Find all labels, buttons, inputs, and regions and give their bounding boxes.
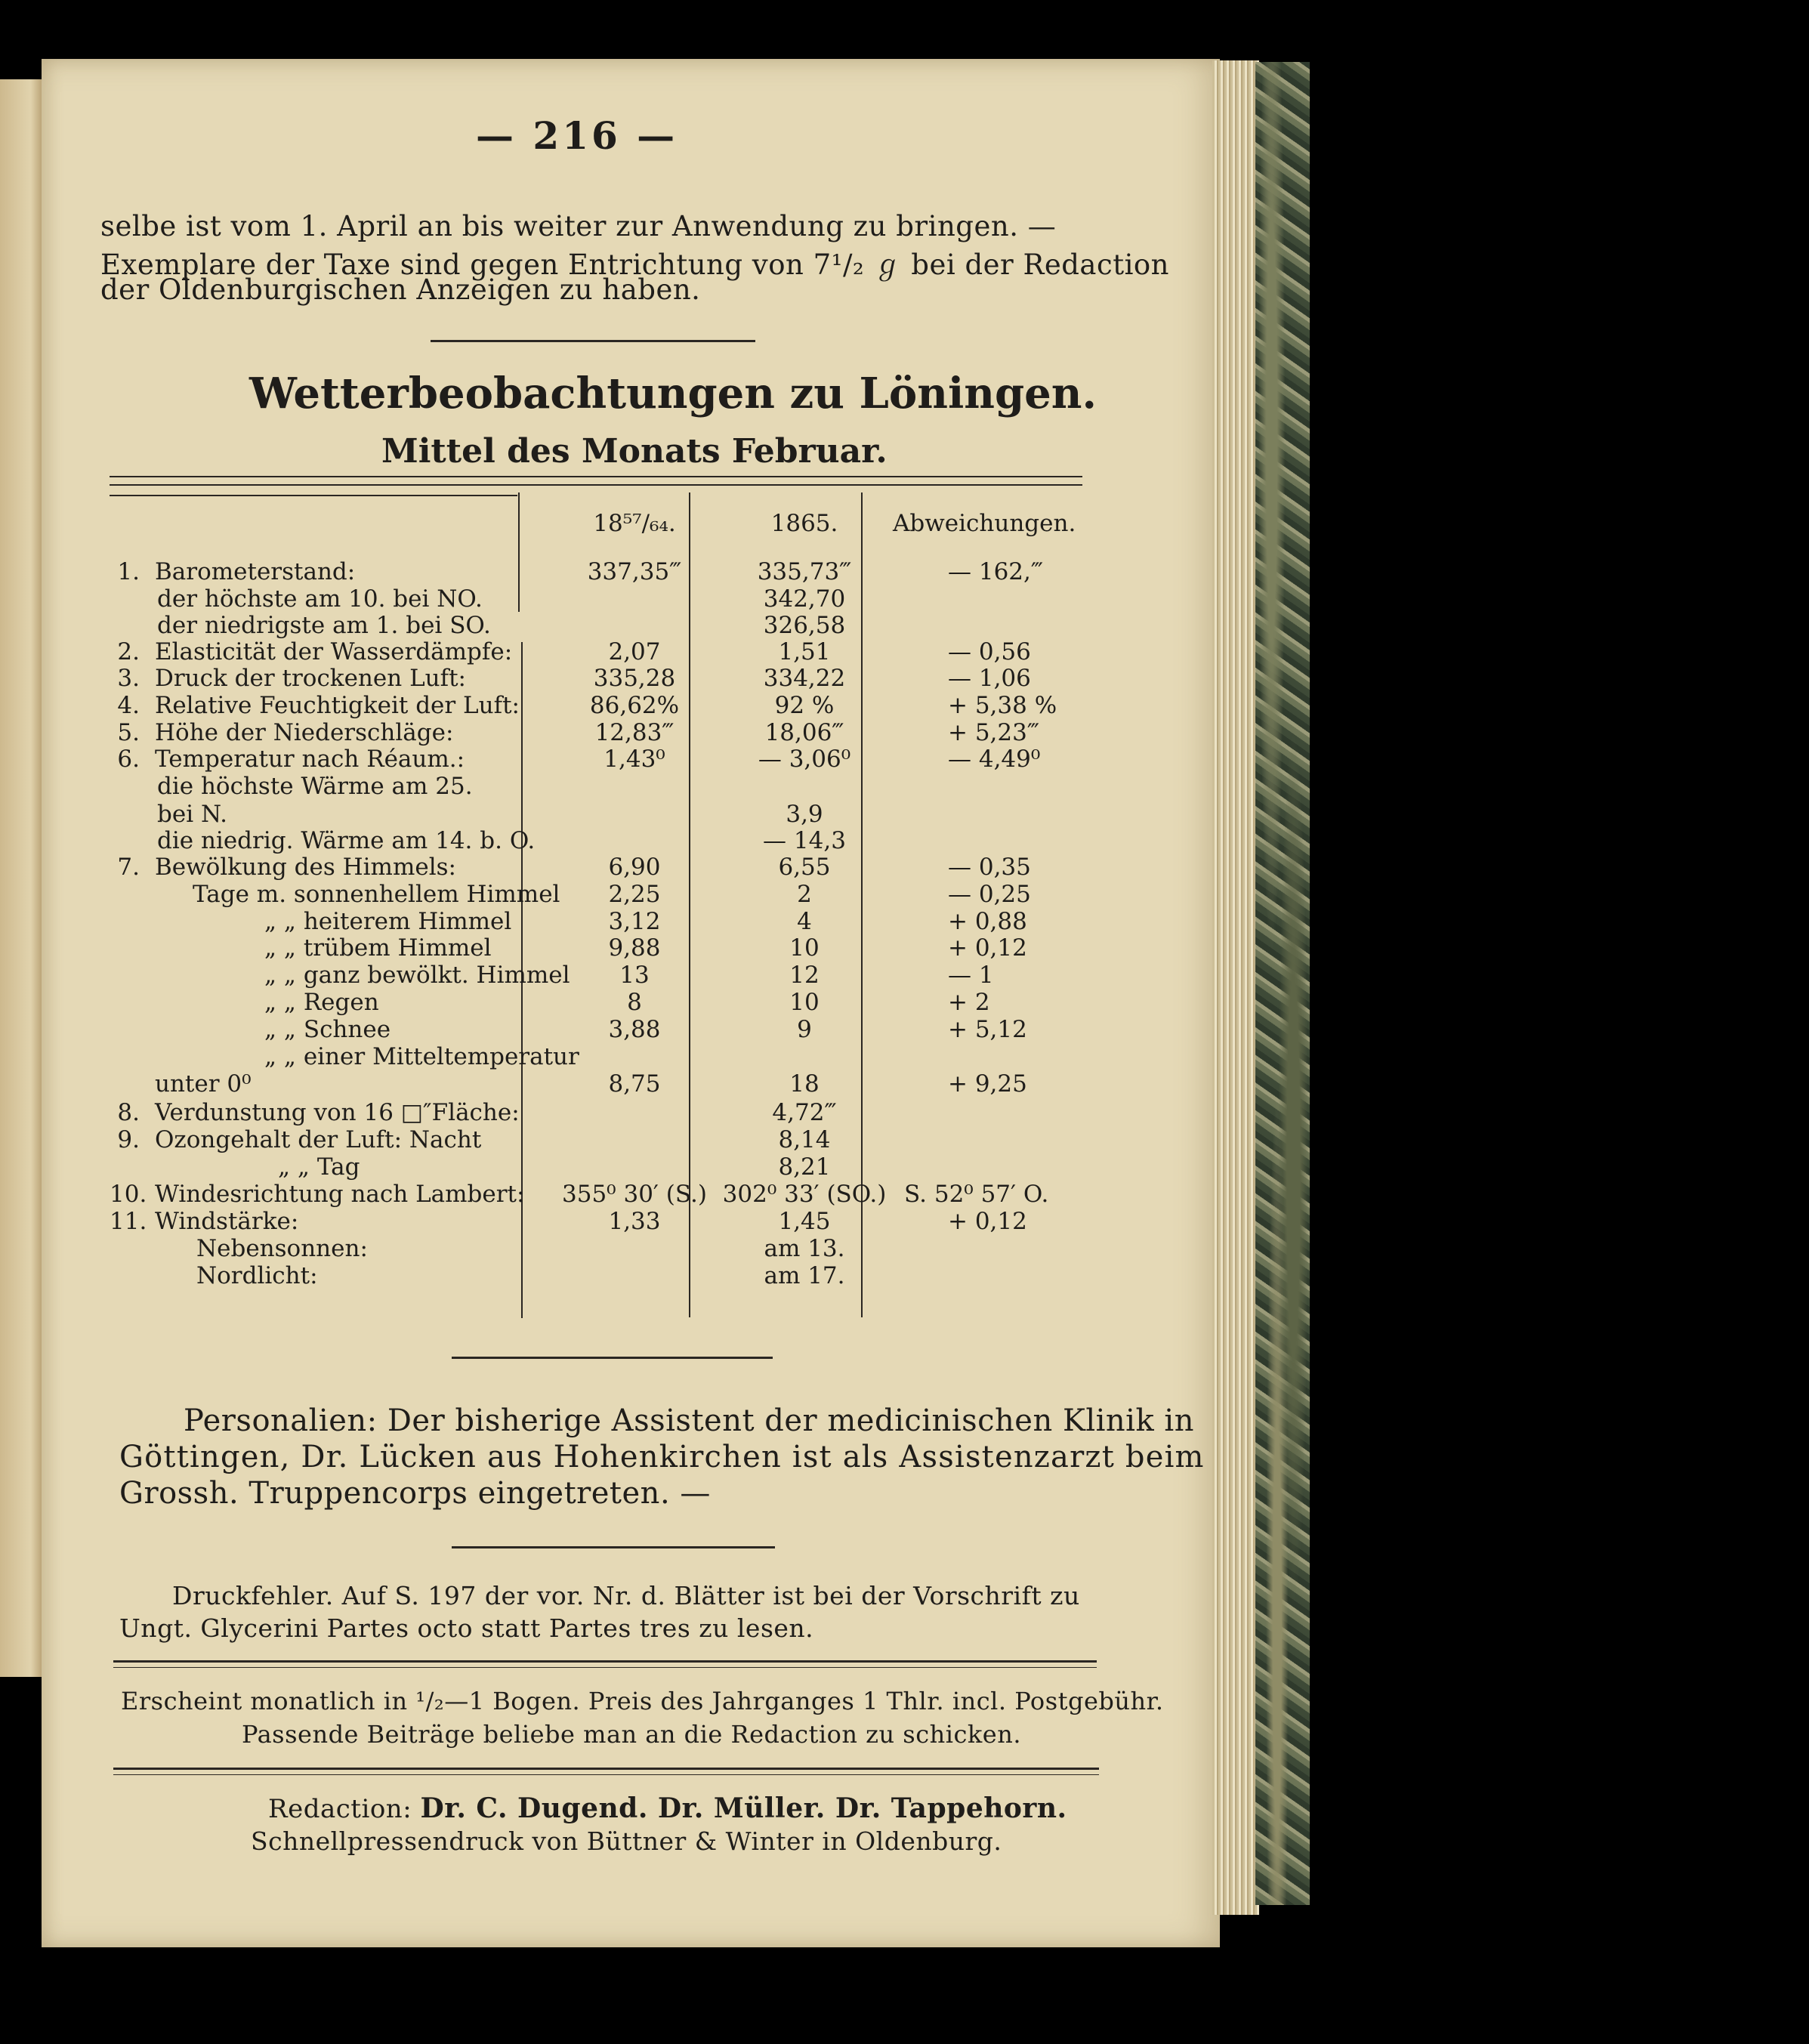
druckfehler-line-2: Ungt. Glycerini Partes octo statt Partes tres zu lesen. [119, 1613, 814, 1643]
row-number: 2. [117, 638, 140, 665]
divider [452, 1546, 775, 1548]
value-1857-64: 8 [627, 989, 642, 1016]
value-deviation: — 162,‴ [948, 558, 1043, 585]
row-label: Verdunstung von 16 □″Fläche: [155, 1099, 520, 1126]
row-number: 8. [117, 1099, 140, 1126]
footer-rule-1b [113, 1667, 1097, 1668]
value-deviation: + 5,23‴ [948, 719, 1039, 746]
row-label: „ „ Schnee [264, 1016, 391, 1043]
row-label: „ „ einer Mitteltemperatur [264, 1043, 579, 1070]
row-label: Höhe der Niederschläge: [155, 719, 454, 746]
col-header-3: Abweichungen. [893, 510, 1076, 537]
value-deviation: + 0,12 [948, 934, 1027, 962]
row-number: 10. [110, 1181, 147, 1208]
value-1865: 334,22 [763, 665, 846, 692]
divider [431, 340, 755, 342]
value-1865: 12 [789, 962, 820, 989]
value-1857-64: 9,88 [608, 934, 661, 962]
value-deviation: + 9,25 [948, 1070, 1027, 1098]
value-deviation: — 1 [948, 962, 994, 989]
marbled-cover [1255, 62, 1310, 1905]
section-subtitle: Mittel des Monats Februar. [381, 432, 888, 471]
value-1857-64: 2,07 [608, 638, 661, 665]
intro-line-1: selbe ist vom 1. April an bis weiter zur Anwendung zu bringen. — [100, 210, 1057, 242]
value-1865: 18,06‴ [764, 719, 844, 746]
footer-rule-2 [113, 1768, 1099, 1770]
row-label: Temperatur nach Réaum.: [155, 746, 465, 773]
value-1857-64: 13 [619, 962, 650, 989]
left-page-edge [0, 79, 44, 1677]
row-number: 6. [117, 746, 140, 773]
page-number: — 216 — [476, 113, 678, 158]
row-label: Ozongehalt der Luft: Nacht [155, 1126, 482, 1153]
value-deviation: — 4,49⁰ [948, 746, 1041, 773]
value-1865: 10 [789, 934, 820, 962]
value-1865: — 14,3 [763, 827, 846, 854]
row-number: 9. [117, 1126, 140, 1153]
druckfehler-line-1: Druckfehler. Auf S. 197 der vor. Nr. d. Blätter ist bei der Vorschrift zu [172, 1581, 1080, 1610]
erscheint-line-1: Erscheint monatlich in ¹/₂—1 Bogen. Preis des Jahrganges 1 Thlr. incl. Postgebühr. [121, 1687, 1164, 1715]
row-number: 7. [117, 854, 140, 881]
personalien-line-2: Göttingen, Dr. Lücken aus Hohenkirchen ist als Assistenzarzt beim [119, 1440, 1205, 1474]
value-1865: 2 [797, 881, 812, 908]
value-1865: 10 [789, 989, 820, 1016]
redaction-line [268, 1792, 1067, 1824]
value-1865: 6,55 [778, 854, 831, 881]
value-1865: am 17. [764, 1262, 845, 1289]
value-1857-64: 3,88 [608, 1016, 661, 1043]
value-1857-64: 335,28 [593, 665, 676, 692]
section-title: Wetterbeobachtungen zu Löningen. [249, 369, 1097, 418]
erscheint-line-2: Passende Beiträge beliebe man an die Redaction zu schicken. [242, 1720, 1021, 1749]
value-1865: 9 [797, 1016, 812, 1043]
table-header-rule [110, 495, 517, 496]
row-label: Nebensonnen: [196, 1235, 368, 1262]
row-label: „ „ heiterem Himmel [264, 908, 512, 935]
row-label: „ „ Regen [264, 989, 379, 1016]
table-top-rule [110, 476, 1082, 477]
value-1865: — 3,06⁰ [758, 746, 851, 773]
value-1865: 8,14 [778, 1126, 831, 1153]
intro-line-2: Exemplare der Taxe sind gegen Entrichtung von 7¹/₂ ℊ bei der Redaction [100, 249, 1170, 281]
value-1865: am 13. [764, 1235, 845, 1262]
value-1865: 1,45 [778, 1208, 831, 1235]
col-header-2: 1865. [770, 510, 838, 537]
value-deviation: + 0,12 [948, 1208, 1027, 1235]
value-1857-64: 6,90 [608, 854, 661, 881]
value-deviation: + 2 [948, 989, 990, 1016]
value-1865: 342,70 [763, 585, 846, 613]
value-1865: 92 % [774, 692, 835, 719]
value-deviation: — 1,06 [948, 665, 1031, 692]
row-number: 3. [117, 665, 140, 692]
value-deviation: S. 52⁰ 57′ O. [904, 1181, 1049, 1208]
value-1865: 4 [797, 908, 812, 935]
value-1857-64: 1,43⁰ [604, 746, 665, 773]
row-label: Barometerstand: [155, 558, 356, 585]
row-label: Bewölkung des Himmels: [155, 854, 456, 881]
value-deviation: + 5,38 % [948, 692, 1057, 719]
value-deviation: + 5,12 [948, 1016, 1027, 1043]
value-1865: 4,72‴ [772, 1099, 837, 1126]
col-header-1: 18⁵⁷/₆₄. [593, 510, 676, 537]
value-deviation: + 0,88 [948, 908, 1027, 935]
value-1865: 302⁰ 33′ (SO.) [722, 1181, 887, 1208]
table-col-line-1 [518, 492, 520, 612]
value-deviation: — 0,25 [948, 881, 1031, 908]
value-1857-64: 1,33 [608, 1208, 661, 1235]
row-label: bei N. [157, 801, 227, 828]
divider [452, 1357, 773, 1359]
row-label: Druck der trockenen Luft: [155, 665, 466, 692]
row-label: die höchste Wärme am 25. [157, 773, 473, 800]
row-label: der höchste am 10. bei NO. [157, 585, 483, 613]
row-label: Windesrichtung nach Lambert: [155, 1181, 525, 1208]
value-1865: 326,58 [763, 612, 846, 639]
redaction-label: Redaction: [268, 1794, 412, 1824]
personalien-line-3: Grossh. Truppencorps eingetreten. — [119, 1476, 711, 1511]
personalien-line-1: Personalien: Der bisherige Assistent der medicinischen Klinik in [184, 1403, 1194, 1438]
row-label: „ „ ganz bewölkt. Himmel [264, 962, 570, 989]
value-1857-64: 8,75 [608, 1070, 661, 1098]
table-top-rule-2 [110, 484, 1082, 486]
row-label: „ „ trübem Himmel [264, 934, 492, 962]
row-number: 1. [117, 558, 140, 585]
row-number: 4. [117, 692, 140, 719]
value-1865: 335,73‴ [757, 558, 852, 585]
value-1865: 3,9 [786, 801, 823, 828]
row-label: der niedrigste am 1. bei SO. [157, 612, 491, 639]
footer-rule-2b [113, 1774, 1099, 1775]
value-deviation: — 0,56 [948, 638, 1031, 665]
value-1865: 1,51 [778, 638, 831, 665]
value-1865: 8,21 [778, 1153, 831, 1181]
value-1857-64: 355⁰ 30′ (S.) [562, 1181, 707, 1208]
page-stack-edge [1212, 60, 1259, 1915]
row-label: Nordlicht: [196, 1262, 318, 1289]
row-label: „ „ Tag [278, 1153, 360, 1181]
row-number: 5. [117, 719, 140, 746]
footer-rule-1 [113, 1660, 1097, 1663]
value-1857-64: 337,35‴ [587, 558, 682, 585]
redaction-names: Dr. C. Dugend. Dr. Müller. Dr. Tappehorn. [420, 1792, 1067, 1824]
value-1857-64: 2,25 [608, 881, 661, 908]
row-label: unter 0⁰ [155, 1070, 252, 1098]
value-1865: 18 [789, 1070, 820, 1098]
row-label: die niedrig. Wärme am 14. b. O. [157, 827, 536, 854]
row-number: 11. [110, 1208, 147, 1235]
row-label: Relative Feuchtigkeit der Luft: [155, 692, 520, 719]
printer-line: Schnellpressendruck von Büttner & Winter in Oldenburg. [251, 1826, 1002, 1856]
value-1857-64: 3,12 [608, 908, 661, 935]
value-1857-64: 12,83‴ [594, 719, 675, 746]
row-label: Tage m. sonnenhellem Himmel [193, 881, 560, 908]
row-label: Windstärke: [155, 1208, 299, 1235]
intro-line-3: der Oldenburgischen Anzeigen zu haben. [100, 273, 701, 306]
value-1857-64: 86,62% [589, 692, 680, 719]
row-label: Elasticität der Wasserdämpfe: [155, 638, 513, 665]
value-deviation: — 0,35 [948, 854, 1031, 881]
